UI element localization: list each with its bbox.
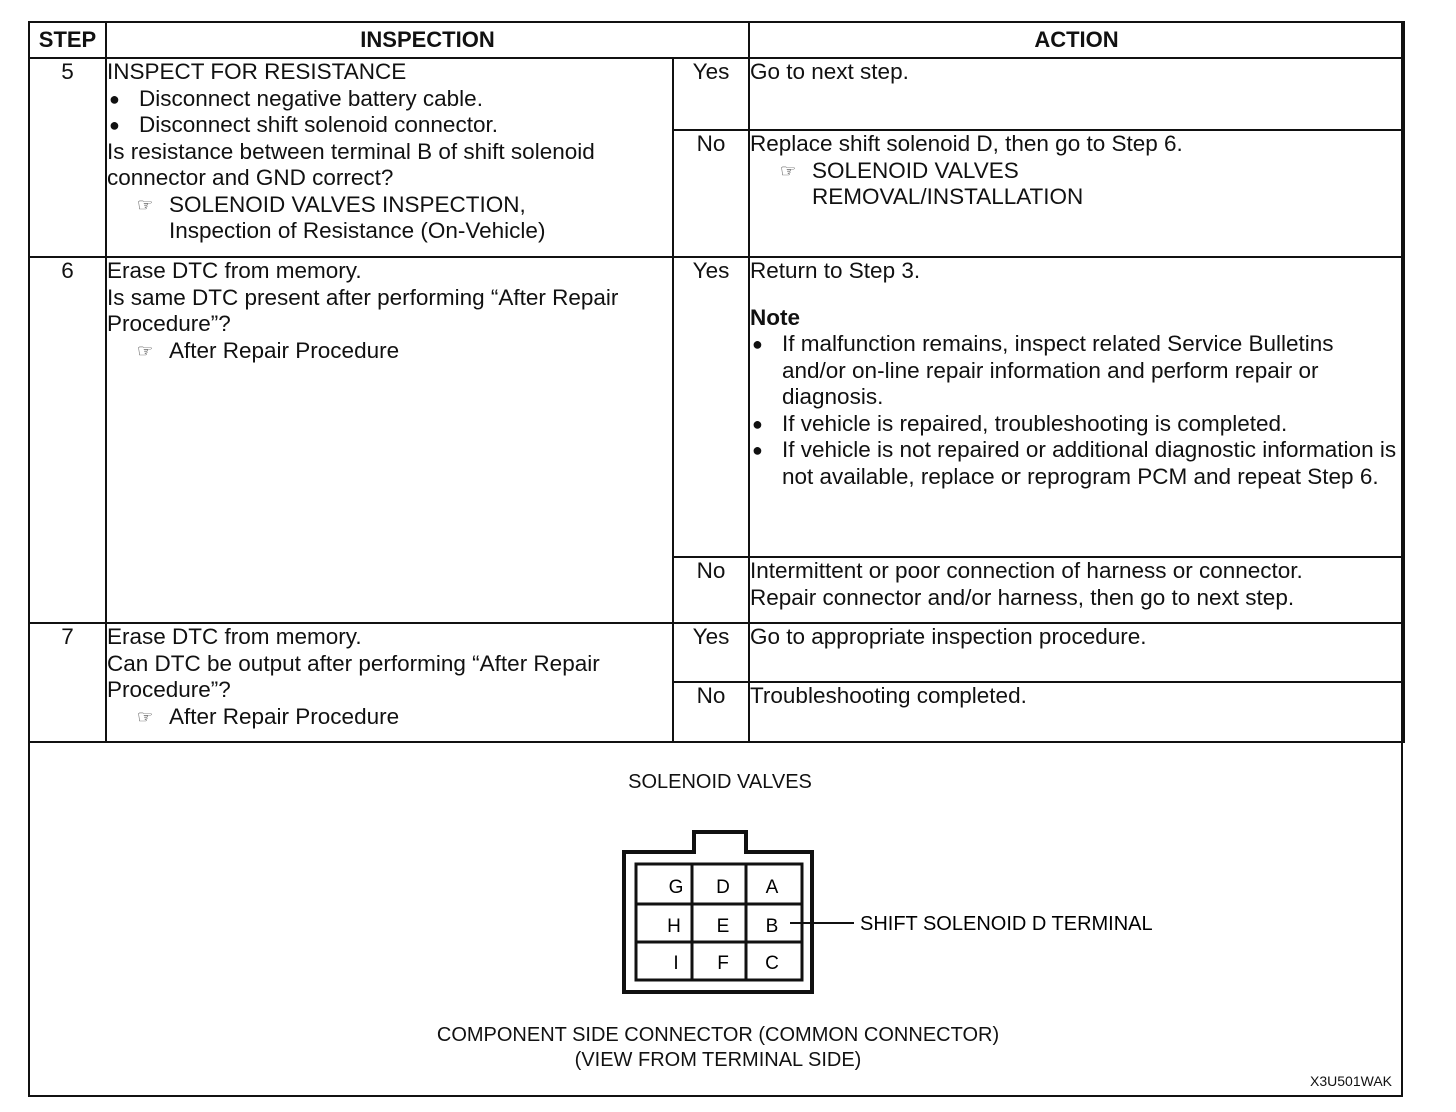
diagram-title: SOLENOID VALVES [628,771,812,793]
step-header: STEP [29,22,106,58]
bullet-dot-icon: ● [109,115,120,135]
pointing-hand-icon: ☞ [780,160,797,181]
terminal-label: B [765,916,779,937]
yes-action: Go to appropriate inspection procedure. [749,623,1404,682]
inspection-header: INSPECTION [106,22,749,58]
list-item: ● If vehicle is not repaired or additional diagnostic information is not available, replace or reprogram PCM and repeat Step 6. [752,437,1397,489]
no-label: No [673,682,749,742]
step-number: 7 [29,623,106,742]
pointing-hand-icon: ☞ [137,194,154,215]
no-action: Intermittent or poor connection of harness or connector. Repair connector and/or harness, then go to next step. [749,557,1404,623]
pointing-hand-icon: ☞ [137,340,154,361]
yes-label: Yes [673,257,749,557]
yes-action: Return to Step 3. Note ● If malfunction remains, inspect related Service Bulletins and/or on-line repair information and perform repair or diagnosis. ● If vehicle is repaired, troubleshooting is completed. ● If vehicle is not repaired or additional diagnostic information is not available, replace or reprogram PCM and repeat Step 6. [749,257,1404,557]
yes-action: Go to next step. [749,58,1404,130]
step-number: 5 [29,58,106,257]
step-6-inspection: Erase DTC from memory. Is same DTC present after performing “After Repair Procedure”? ☞ After Repair Procedure [106,257,673,623]
bullet-dot-icon: ● [752,413,763,434]
step-5-yes-row [29,58,1404,130]
list-item: ● If malfunction remains, inspect related Service Bulletins and/or on-line repair information and perform repair or diagnosis. [752,331,1334,409]
step-6-yes-row [29,257,1404,557]
figure-code: X3U501WAK [1310,1073,1392,1089]
note-heading: Note [750,304,800,330]
reference-link: ☞ After Repair Procedure [137,703,400,729]
action-header: ACTION [749,22,1404,58]
step-5-question: Is resistance between terminal B of shift solenoid connector and GND correct? [107,138,602,190]
terminal-callout: SHIFT SOLENOID D TERMINAL [860,913,1153,935]
diagram-caption: (VIEW FROM TERMINAL SIDE) [574,1049,862,1071]
bullet-dot-icon: ● [752,334,763,354]
step-5-inspection [106,58,673,257]
terminal-label: H [667,916,681,937]
troubleshooting-table [28,21,1405,743]
pointing-hand-icon: ☞ [137,706,154,727]
terminal-label: D [716,877,730,898]
step-7-inspection: Erase DTC from memory. Can DTC be output after performing “After Repair Procedure”? ☞ After Repair Procedure [106,623,673,742]
list-item: ● Disconnect negative battery cable. [109,85,483,111]
bullet-dot-icon: ● [752,440,763,460]
terminal-label: I [673,953,679,974]
list-item: ● Disconnect shift solenoid connector. [109,112,498,137]
connector-diagram [600,820,1220,1010]
no-action: Troubleshooting completed. [749,682,1404,742]
no-action: Replace shift solenoid D, then go to Step 6. ☞ SOLENOID VALVES REMOVAL/INSTALLATION [749,130,1404,257]
yes-label: Yes [673,58,749,130]
terminal-label: E [716,916,730,937]
reference-link: ☞ SOLENOID VALVES REMOVAL/INSTALLATION [780,157,1084,209]
bullet-dot-icon: ● [109,88,120,109]
reference-link: ☞ SOLENOID VALVES INSPECTION, Inspection of Resistance (On-Vehicle) [137,191,546,243]
yes-label: Yes [673,623,749,682]
header-row [29,22,1404,58]
terminal-label: C [765,953,779,974]
step-number: 6 [29,257,106,623]
list-item: ● If vehicle is repaired, troubleshooting is completed. [752,410,1288,436]
step-7-yes-row [29,623,1404,682]
terminal-label: G [668,877,684,898]
terminal-label: A [765,877,779,898]
diagram-caption: COMPONENT SIDE CONNECTOR (COMMON CONNECTOR) [436,1024,1000,1046]
no-label: No [673,130,749,257]
step-5-title: INSPECT FOR RESISTANCE [107,59,407,84]
terminal-label: F [717,953,729,974]
reference-link: ☞ After Repair Procedure [137,337,400,363]
no-label: No [673,557,749,623]
